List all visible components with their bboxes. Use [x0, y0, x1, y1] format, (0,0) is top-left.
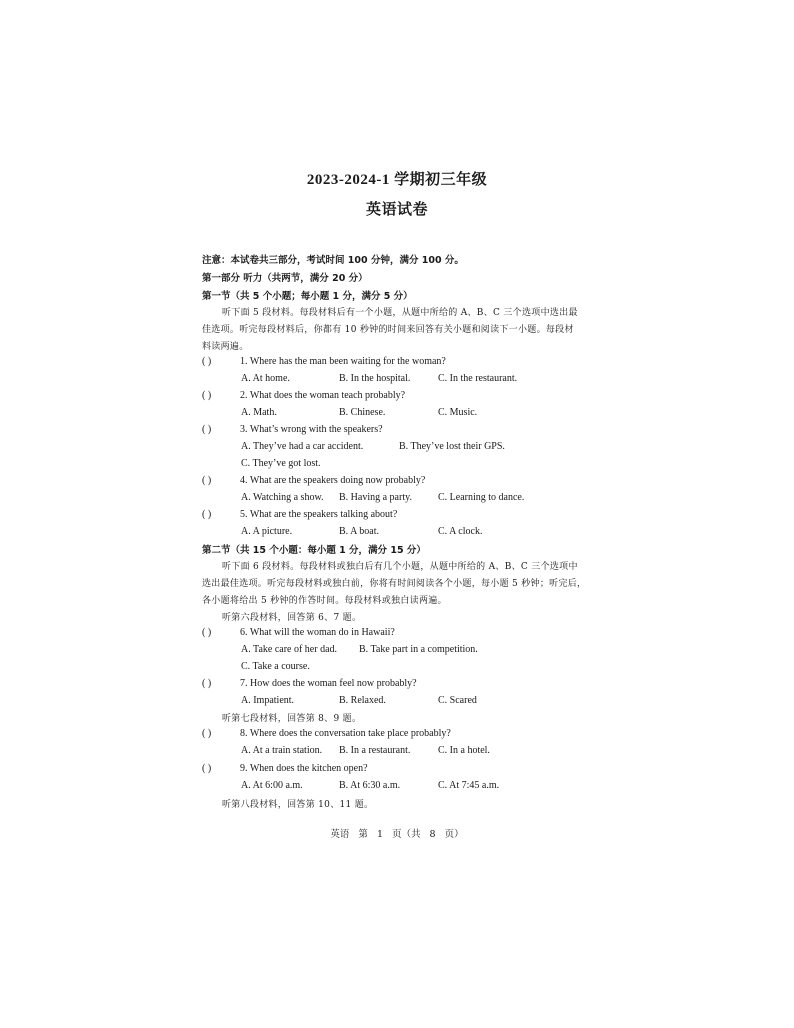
- option-b: B. At 6:30 a.m.: [339, 780, 401, 791]
- option-a: A. Math.: [241, 407, 277, 418]
- option-c: C. Scared: [438, 695, 477, 706]
- answer-blank[interactable]: ( ): [202, 424, 212, 435]
- section1-heading: 第一节（共 5 个小题；每小题 1 分，满分 5 分）: [202, 291, 413, 302]
- option-a: A. Watching a show.: [241, 492, 324, 503]
- option-a: A. At a train station.: [241, 745, 323, 756]
- material-lead: 听第六段材料，回答第 6、7 题。: [222, 613, 362, 623]
- section2-instruction-line: 听下面 6 段材料。每段材料或独白后有几个小题，从题中所给的 A、B、C 三个选项中: [222, 562, 578, 572]
- option-b: B. Take part in a competition.: [359, 644, 478, 655]
- answer-blank[interactable]: ( ): [202, 475, 212, 486]
- question-text: 9. When does the kitchen open?: [240, 763, 368, 774]
- option-b: B. Chinese.: [339, 407, 386, 418]
- answer-blank[interactable]: ( ): [202, 509, 212, 520]
- question-7: [202, 678, 417, 689]
- option-b: B. In the hospital.: [339, 373, 411, 384]
- option-b: B. Relaxed.: [339, 695, 386, 706]
- answer-blank[interactable]: ( ): [202, 390, 212, 401]
- question-text: 4. What are the speakers doing now probably?: [240, 475, 426, 486]
- section1-instruction-line: 佳选项。听完每段材料后，你都有 10 秒钟的时间来回答有关小题和阅读下一小题。每段材: [202, 325, 574, 335]
- question-6: [202, 627, 395, 638]
- option-a: A. They’ve had a car accident.: [241, 441, 364, 452]
- part1-heading: 第一部分 听力（共两节，满分 20 分）: [202, 273, 368, 284]
- exam-title: 2023-2024-1 学期初三年级: [306, 172, 488, 188]
- option-a: A. Impatient.: [241, 695, 295, 706]
- answer-blank[interactable]: ( ): [202, 678, 212, 689]
- question-4: [202, 475, 425, 486]
- option-b: B. In a restaurant.: [339, 745, 411, 756]
- option-a: A. Take care of her dad.: [241, 644, 338, 655]
- option-b: B. They’ve lost their GPS.: [399, 441, 505, 452]
- question-text: 1. Where has the man been waiting for the woman?: [240, 356, 446, 367]
- option-c: C. In the restaurant.: [438, 373, 518, 384]
- section1-instruction-line: 料读两遍。: [202, 342, 249, 352]
- option-c: C. They’ve got lost.: [241, 458, 321, 469]
- option-a: A. A picture.: [241, 526, 293, 537]
- exam-notice: 注意：本试卷共三部分，考试时间 100 分钟，满分 100 分。: [202, 255, 464, 266]
- option-c: C. A clock.: [438, 526, 483, 537]
- option-a: A. At 6:00 a.m.: [241, 780, 303, 791]
- option-c: C. At 7:45 a.m.: [438, 780, 500, 791]
- section1-instruction-line: 听下面 5 段材料。每段材料后有一个小题，从题中所给的 A、B、C 三个选项中选出最: [222, 308, 578, 318]
- section2-instruction-line: 各小题将给出 5 秒钟的作答时间。每段材料或独白读两遍。: [202, 596, 447, 606]
- question-9: [202, 763, 368, 774]
- material-lead: 听第八段材料，回答第 10、11 题。: [222, 800, 374, 810]
- page-footer: 英语 第 1 页（共 8 页）: [330, 829, 464, 840]
- answer-blank[interactable]: ( ): [202, 627, 212, 638]
- material-lead: 听第七段材料，回答第 8、9 题。: [222, 714, 362, 724]
- option-b: B. A boat.: [339, 526, 380, 537]
- question-text: 6. What will the woman do in Hawaii?: [240, 627, 395, 638]
- option-c: C. Learning to dance.: [438, 492, 525, 503]
- section2-heading: 第二节（共 15 个小题：每小题 1 分，满分 15 分）: [202, 545, 426, 556]
- question-3: [202, 424, 383, 435]
- exam-subtitle: 英语试卷: [365, 202, 428, 218]
- section2-instruction-line: 选出最佳选项。听完每段材料或独白前，你将有时间阅读各个小题，每小题 5 秒钟；听完后，: [202, 579, 587, 589]
- option-b: B. Having a party.: [339, 492, 412, 503]
- answer-blank[interactable]: ( ): [202, 728, 212, 739]
- question-text: 5. What are the speakers talking about?: [240, 509, 398, 520]
- question-5: [202, 509, 397, 520]
- question-text: 3. What’s wrong with the speakers?: [240, 424, 383, 435]
- question-text: 8. Where does the conversation take place probably?: [240, 728, 451, 739]
- question-text: 2. What does the woman teach probably?: [240, 390, 406, 401]
- question-2: [202, 390, 405, 401]
- option-c: C. In a hotel.: [438, 745, 490, 756]
- question-text: 7. How does the woman feel now probably?: [240, 678, 417, 689]
- option-c: C. Take a course.: [241, 661, 310, 672]
- option-a: A. At home.: [241, 373, 290, 384]
- question-8: [202, 728, 451, 739]
- question-1: [202, 356, 446, 367]
- answer-blank[interactable]: ( ): [202, 356, 212, 367]
- answer-blank[interactable]: ( ): [202, 763, 212, 774]
- option-c: C. Music.: [438, 407, 478, 418]
